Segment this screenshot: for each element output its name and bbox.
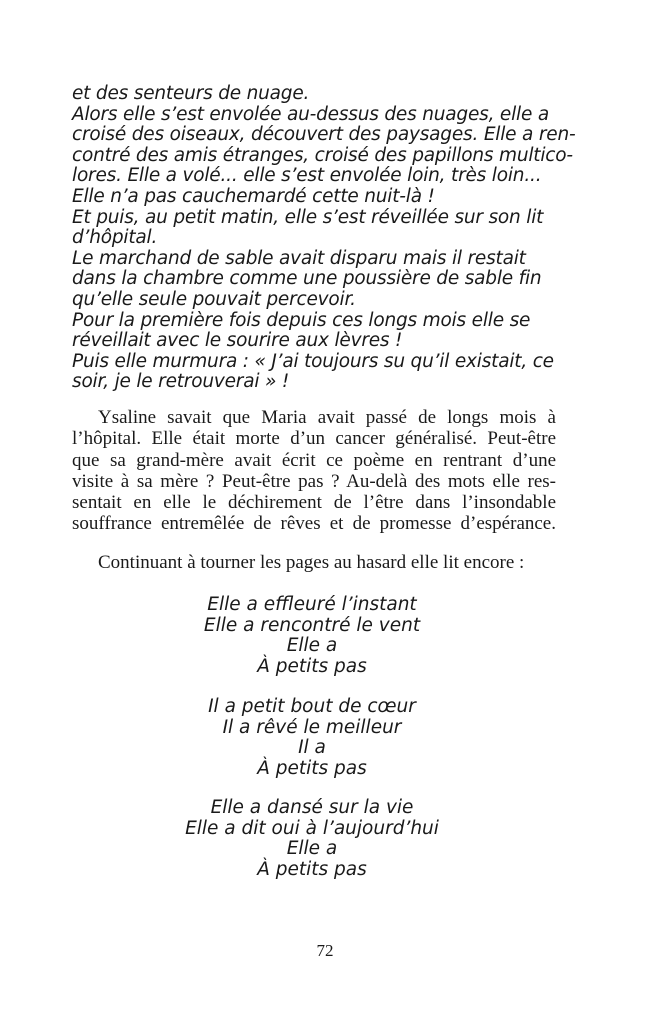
text-line: que sa grand-mère avait écrit ce poème en rentrant d’une xyxy=(72,449,556,471)
text-line: visite à sa mère ? Peut-être pas ? Au-delà des mots elle res- xyxy=(72,470,556,492)
text-line: sentait en elle le déchirement de l’être dans l’insondable xyxy=(72,492,556,514)
text-line: Et puis, au petit matin, elle s’est réveillée sur son lit xyxy=(72,206,544,228)
poem-line: Il a xyxy=(298,737,326,759)
text-line: Puis elle murmura : « J’ai toujours su qu’il existait, ce xyxy=(72,350,554,372)
poem-stanza xyxy=(0,798,637,880)
text-line: lores. Elle a volé... elle s’est envolée loin, très loin... xyxy=(72,165,542,187)
poem-line: Elle a effleuré l’instant xyxy=(207,594,417,615)
poem-line: À petits pas xyxy=(257,858,367,880)
poem-line: Il a rêvé le meilleur xyxy=(222,716,402,738)
poem-stanza xyxy=(0,697,637,779)
body-paragraph xyxy=(72,552,556,573)
text-line: Pour la première fois depuis ces longs mois elle se xyxy=(72,309,531,331)
poem-stanza xyxy=(0,595,637,677)
text-line: qu’elle seule pouvait percevoir. xyxy=(72,288,356,310)
body-paragraph xyxy=(72,407,556,535)
text-line: contré des amis étranges, croisé des papillons multico- xyxy=(72,144,573,166)
poem-line: Elle a rencontré le vent xyxy=(203,614,421,636)
text-line: et des senteurs de nuage. xyxy=(72,83,310,104)
text-line: d’hôpital. xyxy=(72,227,158,249)
poem-line: Elle a xyxy=(286,635,338,657)
poem-line: Il a petit bout de cœur xyxy=(208,696,416,717)
text-line: dans la chambre comme une poussière de sable fin xyxy=(72,268,542,290)
text-line: Alors elle s’est envolée au-dessus des nuages, elle a xyxy=(72,103,549,125)
poem-line: À petits pas xyxy=(257,757,367,779)
poem-line: À petits pas xyxy=(257,655,367,677)
italic-passage xyxy=(72,83,576,393)
text-line: Elle n’a pas cauchemardé cette nuit-là ! xyxy=(72,185,435,207)
text-line: soir, je le retrouverai » ! xyxy=(72,371,290,393)
text-line: Le marchand de sable avait disparu mais il restait xyxy=(72,247,526,269)
text-line: réveillait avec le sourire aux lèvres ! xyxy=(72,330,403,352)
poem-line: Elle a dansé sur la vie xyxy=(210,797,414,818)
text-line: croisé des oiseaux, découvert des paysages. Elle a ren- xyxy=(72,124,576,146)
page-number: 72 xyxy=(316,941,334,960)
text-line: Ysaline savait que Maria avait passé de longs mois à xyxy=(98,407,556,428)
poem-line: Elle a dit oui à l’aujourd’hui xyxy=(185,817,439,839)
text-line: Continuant à tourner les pages au hasard elle lit encore : xyxy=(98,552,525,573)
text-line: souffrance entremêlée de rêves et de promesse d’espérance. xyxy=(72,513,556,535)
poem-line: Elle a xyxy=(286,838,338,860)
text-line: l’hôpital. Elle était morte d’un cancer généralisé. Peut-être xyxy=(72,428,556,450)
